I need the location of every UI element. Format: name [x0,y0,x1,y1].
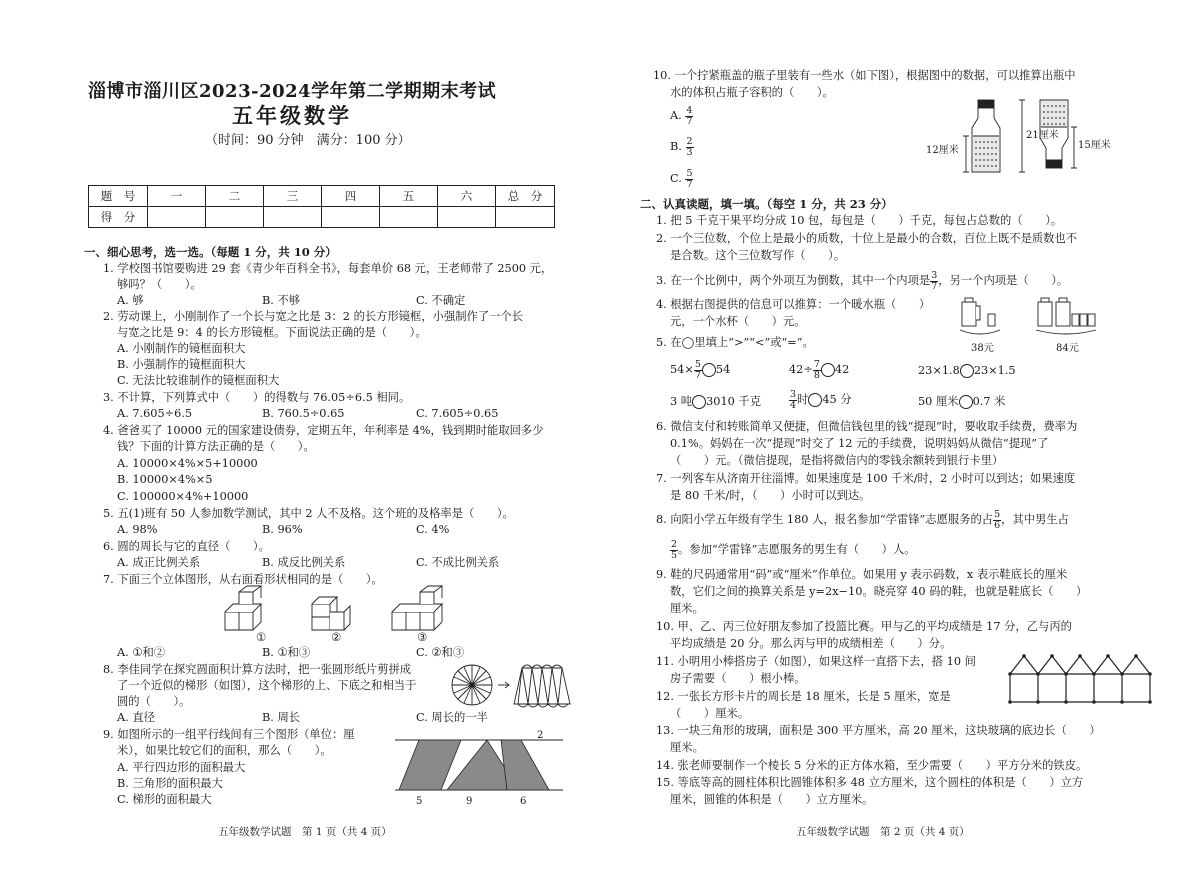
question-text: 圆的（ ）。 [117,695,191,708]
expr: 50 厘米 [918,395,959,408]
numerator: 7 [813,359,820,370]
question-text: 13. 一块三角形的玻璃，面积是 300 平方厘米，高 20 厘米，这块玻璃的底边长（ ） [656,724,1101,737]
score-col: 四 [322,186,380,207]
option-c[interactable]: C. 7.605÷0.65 [416,407,499,420]
numerator: 2 [686,136,693,147]
expr: 23×1.5 [973,364,1016,377]
price-label: 84元 [1056,343,1079,354]
fraction [789,390,797,410]
fraction [813,360,821,380]
question-text: 0.1%。妈妈在一次“提现”时交了 12 元的手续费，说明妈妈从微信“提现”了 [670,437,1049,450]
dimension-label: 21厘米 [1026,130,1059,141]
expr: 54 [715,363,731,376]
option-letter: A. [670,109,682,122]
option-b[interactable]: B. 96% [262,523,303,536]
numerator: 5 [686,168,693,179]
matchstick-houses-diagram [1008,652,1160,704]
question-text: 是 80 千米/时，（ ）小时可以到达。 [670,489,871,502]
question-text: 房子需要（ ）根小棒。 [670,672,806,685]
numerator: 4 [686,105,693,116]
compare-circle[interactable] [821,363,835,377]
question-text: 10. 一个拧紧瓶盖的瓶子里装有一些水（如下图），根据图中的数据，可以推算出瓶中 [653,69,1076,82]
thermos-cups-diagram [958,296,1098,344]
question-text: 7. 下面三个立体图形，从右面看形状相同的是（ ）。 [103,573,383,586]
option-b[interactable]: B. 10000×4%×5 [117,473,213,486]
score-col: 一 [148,186,206,207]
compare-circle[interactable] [960,364,974,378]
dimension-label: 6 [520,796,527,807]
figure-label: ② [331,631,342,644]
denominator: 7 [694,369,701,381]
fraction [685,169,693,189]
expr: 54× [670,363,694,376]
expr: 3010 千克 [706,395,762,408]
question-text: 与宽之比是 9：4 的长方形镜框。下面说法正确的是（ ）。 [117,326,427,339]
option-b[interactable]: B. ①和③ [262,646,311,659]
question-text [656,271,1068,291]
exam-subtitle: 五年级数学 [232,103,352,128]
q8-text-a: 8. 向阳小学五年级有学生 180 人，报名参加“学雷锋”志愿服务的占 [656,513,994,526]
question-text: 够吗？（ ）。 [117,278,202,291]
dimension-label: 9 [466,796,473,807]
dimension-label: 12厘米 [926,145,959,156]
question-text: 数，它们之间的换算关系是 y=2x−10。晓亮穿 40 码的鞋，也就是鞋底长（ ） [670,585,1088,598]
question-text: 是合数。这个三位数写作（ ）。 [670,249,846,262]
numerator: 5 [694,359,701,370]
fraction [694,360,702,380]
option-b[interactable]: B. 三角形的面积最大 [117,777,223,790]
right-page [600,0,1200,882]
option-a[interactable]: A. 平行四边形的面积最大 [117,761,246,774]
question-text: 了一个近似的梯形（如图），这个梯形的上、下底之和相当于 [117,679,417,692]
parallel-shapes-diagram [395,738,565,792]
numerator: 2 [671,539,678,550]
q8-text-b: ，其中男生占 [1001,513,1069,526]
score-col: 三 [264,186,322,207]
score-cell[interactable] [322,207,380,228]
score-row-label: 得 分 [89,207,148,228]
compare-circle[interactable] [808,393,822,407]
score-cell[interactable] [380,207,438,228]
score-cell[interactable] [496,207,555,228]
denominator: 8 [813,369,820,381]
question-text: 平均成绩是 20 分。那么丙与甲的成绩相差（ ）分。 [670,637,952,650]
option-a[interactable]: A. 10000×4%×5+10000 [117,457,258,470]
denominator: 7 [931,280,938,292]
question-text: 15. 等底等高的圆柱体积比圆锥体积多 48 立方厘米，这个圆柱的体积是（ ）立方 [656,776,1084,789]
denominator: 4 [790,399,797,411]
question-text: 1. 学校图书馆要购进 29 套《青少年百科全书》，每套单价 68 元，王老师带了 2500 元， [103,262,553,275]
denominator: 5 [671,549,678,561]
dimension-label: 5 [416,796,423,807]
question-text: 9. 鞋的尺码通常用“码”或“厘米”作单位。如果用 y 表示码数，x 表示鞋底长的厘米 [656,568,1068,581]
page-footer: 五年级数学试题 第 2 页（共 4 页） [796,826,970,838]
compare-circle[interactable] [959,395,973,409]
compare-item [789,360,849,380]
question-text: 6. 圆的周长与它的直径（ ）。 [103,540,270,553]
score-cell[interactable] [264,207,322,228]
option-b[interactable] [670,137,694,157]
question-text: 3. 不计算，下列算式中（ ）的得数与 76.05÷6.5 相同。 [103,391,411,404]
price-label: 38元 [971,343,994,354]
option-letter: C. [670,172,682,185]
option-c[interactable]: C. 梯形的面积最大 [117,793,212,806]
option-c[interactable]: C. 周长的一半 [416,711,488,724]
option-a[interactable]: A. 小刚制作的镜框面积大 [117,342,246,355]
question-text: 米），如果比较它们的面积，那么（ ）。 [117,744,332,757]
question-text: 元，一个水杯（ ）元。 [670,315,806,328]
option-c[interactable]: C. 100000×4%+10000 [117,490,249,503]
score-row-label: 题 号 [89,186,148,207]
question-text: 6. 微信支付和转账简单又便捷，但微信钱包里的钱“提现”时，要收取手续费，费率为 [656,420,1078,433]
option-c[interactable]: C. ②和③ [416,646,465,659]
option-b[interactable]: B. 周长 [262,711,301,724]
section-heading: 二、认真读题，填一填。（每空 1 分，共 23 分） [640,197,893,211]
option-b[interactable]: B. 小强制作的镜框面积大 [117,358,246,371]
figure-label: ① [256,631,267,644]
score-cell[interactable] [206,207,264,228]
option-a[interactable]: A. 成正比例关系 [117,556,201,569]
option-a[interactable]: A. 98% [117,523,158,536]
denominator: 7 [686,115,693,127]
q3-text-a: 3. 在一个比例中，两个外项互为倒数，其中一个内项是 [656,274,931,287]
option-c[interactable]: C. 不确定 [416,294,466,307]
section-heading: 一、细心思考，选一选。（每题 1 分，共 10 分） [84,245,337,259]
numerator: 5 [994,509,1001,520]
score-cell[interactable] [438,207,496,228]
option-a[interactable] [670,106,693,126]
q3-text-b: ，另一个内项是（ ）。 [938,274,1069,287]
question-text: 厘米。 [670,602,704,615]
exam-meta: （时间：90 分钟 满分：100 分） [205,133,411,148]
score-cell[interactable] [148,207,206,228]
question-text [656,510,1069,530]
fraction [685,106,693,126]
question-text: 9. 如图所示的一组平行线间有三个图形（单位：厘 [103,728,355,741]
fraction [993,510,1001,530]
score-table [88,185,555,228]
question-text: 1. 把 5 千克干果平均分成 10 包，每包是（ ）千克，每包占总数的（ ）。 [656,214,1063,227]
option-b[interactable]: B. 760.5÷0.65 [262,407,345,420]
score-col: 总 分 [496,186,555,207]
option-b[interactable]: B. 不够 [262,294,301,307]
option-a[interactable]: A. 直径 [117,711,155,724]
score-col: 六 [438,186,496,207]
q8-text-c: 。参加“学雷锋”志愿服务的男生有（ ）人。 [678,543,916,556]
fraction [686,137,694,157]
option-c[interactable]: C. 不成比例关系 [416,556,500,569]
dimension-label: 15厘米 [1078,140,1111,151]
question-text: 厘米。 [670,741,704,754]
expr: 时 [797,393,809,406]
option-letter: B. [670,140,682,153]
question-text: 水的体积占瓶子容积的（ ）。 [670,86,834,99]
numerator: 3 [931,270,938,281]
circle-to-trapezoid-diagram [450,662,580,712]
question-text: （ ）元。（微信提现，是指将微信内的零钱余额转到银行卡里） [670,454,1004,467]
expr: 42÷ [789,363,813,376]
question-text: 14. 张老师要制作一个棱长 5 分米的正方体水箱，至少需要（ ）平方分米的铁皮。 [656,759,1088,772]
option-a[interactable]: A. 7.605÷6.5 [117,407,193,420]
expr: 0.7 米 [972,395,1006,408]
question-text: （ ）厘米。 [670,707,750,720]
question-text: 10. 甲、乙、丙三位好朋友参加了投篮比赛。甲与乙的平均成绩是 17 分，乙与丙的 [656,620,1072,633]
option-c[interactable]: C. 无法比较谁制作的镜框面积大 [117,374,280,387]
compare-item [918,364,1016,379]
compare-item [670,395,761,410]
option-b[interactable]: B. 成反比例关系 [262,556,346,569]
option-a[interactable]: A. 够 [117,294,144,307]
expr: 45 分 [822,393,852,406]
score-col: 二 [206,186,264,207]
compare-item [789,390,852,410]
expr: 42 [834,363,850,376]
page-footer: 五年级数学试题 第 1 页（共 4 页） [218,826,392,838]
denominator: 6 [994,519,1001,531]
question-text: 钱？下面的计算方法正确的是（ ）。 [117,440,315,453]
expr: 23×1.8 [918,364,960,377]
question-text: 11. 小明用小棒搭房子（如图），如果这样一直搭下去，搭 10 间 [656,655,976,668]
denominator: 7 [686,178,693,190]
question-text: 2. 一个三位数，个位上是最小的质数，十位上是最小的合数，百位上既不是质数也不 [656,232,1078,245]
question-text: 8. 李佳同学在探究圆面积计算方法时，把一张圆形纸片剪拼成 [103,663,412,676]
score-col: 五 [380,186,438,207]
compare-item [670,360,730,380]
figure-label: ③ [417,631,428,644]
exam-title: 淄博市淄川区2023-2024学年第二学期期末考试 [88,81,497,102]
question-text: 7. 一列客车从济南开往淄博。如果速度是 100 千米/时，2 小时可以到达；如果速度 [656,472,1076,485]
question-text: 12. 一张长方形卡片的周长是 18 厘米，长是 5 厘米，宽是 [656,690,951,703]
dimension-label: 2 [537,730,544,741]
question-text: 厘米，圆锥的体积是（ ）立方厘米。 [670,793,874,806]
question-text: 5. 在◯里填上“>”“<”或“=”。 [656,336,814,349]
denominator: 3 [686,146,693,158]
option-c[interactable]: C. 4% [416,523,450,536]
question-text [670,540,916,560]
fraction [670,540,678,560]
option-a[interactable]: A. ①和② [117,646,166,659]
option-c[interactable] [670,169,693,189]
question-text: 4. 爸爸买了 10000 元的国家建设债券，定期五年，年利率是 4%，钱到期时能取回多少 [103,424,544,437]
question-text: 2. 劳动课上，小刚制作了一个长与宽之比是 3：2 的长方形镜框，小强制作了一个长 [103,310,524,323]
compare-circle[interactable] [702,363,716,377]
compare-item [918,395,1005,410]
question-text: 4. 根据右图提供的信息可以推算：一个暖水瓶（ ） [656,298,931,311]
expr: 3 吨 [670,395,693,408]
question-text: 5. 五(1)班有 50 人参加数学测试，其中 2 人不及格。这个班的及格率是（ ）。 [103,507,514,520]
numerator: 3 [790,389,797,400]
compare-circle[interactable] [692,395,706,409]
